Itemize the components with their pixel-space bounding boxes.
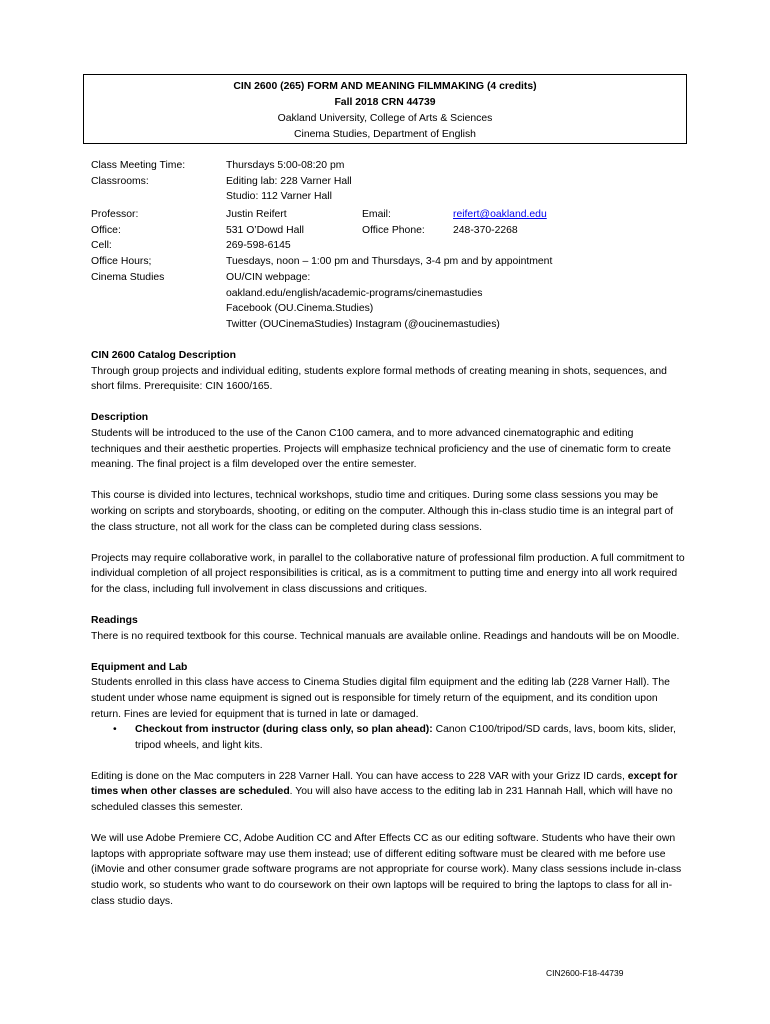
professor-label: Professor: xyxy=(91,209,139,221)
catalog-heading: CIN 2600 Catalog Description xyxy=(91,350,236,361)
footer-course-code: CIN2600-F18-44739 xyxy=(546,968,624,978)
syllabus-body xyxy=(91,348,686,925)
cinema-webpage-label: OU/CIN webpage: xyxy=(226,271,311,283)
classrooms-label: Classrooms: xyxy=(91,175,149,187)
bullet-icon: • xyxy=(113,724,117,736)
editing-access-paragraph xyxy=(91,769,686,816)
editing-access-text-2: . You will also have access to the editing lab in 231 Hannah Hall, which will have no scheduled classes this semester. xyxy=(91,786,673,814)
cell-label: Cell: xyxy=(91,240,112,252)
course-term: Fall 2018 CRN 44739 xyxy=(334,97,436,108)
classroom-editing-lab: Editing lab: 228 Varner Hall xyxy=(226,175,352,187)
editing-access-text: Editing is done on the Mac computers in 228 Varner Hall. You can have access to 228 VAR with your Grizz ID cards, xyxy=(91,770,628,782)
cinema-twitter-instagram: Twitter (OUCinemaStudies) Instagram (@oucinemastudies) xyxy=(226,318,500,330)
professor-name: Justin Reifert xyxy=(226,209,287,221)
office-phone-value: 248-370-2268 xyxy=(453,224,518,236)
office-label: Office: xyxy=(91,224,121,236)
checkout-items-text: Canon C100/tripod/SD cards, lavs, boom kits, slider, tripod wheels, and light kits. xyxy=(135,724,676,751)
software-paragraph: We will use Adobe Premiere CC, Adobe Audition CC and After Effects CC as our editing software. Students who have their own laptops with appropriate software may use them instead; use of different editing software must be cleared with me before use (iMovie and other consumer grade software programs are not appropriate for course work). Many class sessions include in-class studio work, so students who want to do coursework on their own laptops will be required to bring the laptops to class for all in-class studio days. xyxy=(91,833,682,907)
course-info-block xyxy=(91,158,691,333)
office-hours-value: Tuesdays, noon – 1:00 pm and Thursdays, 3-4 pm and by appointment xyxy=(226,256,553,268)
course-header-box xyxy=(83,74,687,144)
readings-text: There is no required textbook for this course. Technical manuals are available online. Readings and handouts will be on Moodle. xyxy=(91,630,680,642)
equipment-heading: Equipment and Lab xyxy=(91,661,188,673)
email-link[interactable]: reifert@oakland.edu xyxy=(453,209,547,221)
equipment-text: Students enrolled in this class have access to Cinema Studies digital film equipment and the editing lab (228 Varner Hall). The student under whose name equipment is signed out is responsible for timely return of the equipment, and its condition upon return. Fines are levied for equipment that is turned in late or damaged. xyxy=(91,677,670,720)
meeting-time-label: Class Meeting Time: xyxy=(91,160,186,171)
readings-heading: Readings xyxy=(91,614,138,626)
description-paragraph-1: Students will be introduced to the use of the Canon C100 camera, and to more advanced cinematographic and editing techniques and their aesthetic properties. Projects will emphasize technical proficiency and the use of cinematic form to create meaning. The final project is a film developed over the entire semester. xyxy=(91,428,671,471)
email-label: Email: xyxy=(362,209,391,221)
course-college: Oakland University, College of Arts & Sciences xyxy=(277,113,493,124)
office-value: 531 O’Dowd Hall xyxy=(226,224,304,236)
office-phone-label: Office Phone: xyxy=(362,224,425,236)
cinema-facebook: Facebook (OU.Cinema.Studies) xyxy=(226,303,374,315)
office-hours-label: Office Hours; xyxy=(91,256,152,268)
course-department: Cinema Studies, Department of English xyxy=(294,129,476,140)
description-paragraph-3: Projects may require collaborative work, in parallel to the collaborative nature of professional film production. A full commitment to individual completion of all project responsibilities is critical, as is a commitment to putting time and energy into all work required for the class, including full involvement in class discussions and critiques. xyxy=(91,552,685,595)
meeting-time-value: Thursdays 5:00-08:20 pm xyxy=(226,160,345,171)
checkout-bullet xyxy=(91,722,686,753)
description-paragraph-2: This course is divided into lectures, technical workshops, studio time and critiques. During some class sessions you may be working on scripts and storyboards, shooting, or editing on the computer. Although this in-class studio time is an integral part of the class structure, not all work for the class can be completed during class sessions. xyxy=(91,490,674,533)
cinema-studies-label: Cinema Studies xyxy=(91,271,165,283)
checkout-bold-text: Checkout from instructor (during class only, so plan ahead): xyxy=(135,724,433,736)
cell-value: 269-598-6145 xyxy=(226,240,291,252)
catalog-text: Through group projects and individual editing, students explore formal methods of creating meaning in shots, sequences, and short films. Prerequisite: CIN 1600/165. xyxy=(91,365,667,393)
cinema-webpage-url: oakland.edu/english/academic-programs/cinemastudies xyxy=(226,287,483,299)
course-title: CIN 2600 (265) FORM AND MEANING FILMMAKING (4 credits) xyxy=(233,81,537,92)
description-heading: Description xyxy=(91,412,149,424)
editing-access-exception: except for times when other classes are scheduled xyxy=(91,770,678,798)
classroom-studio: Studio: 112 Varner Hall xyxy=(226,191,332,203)
